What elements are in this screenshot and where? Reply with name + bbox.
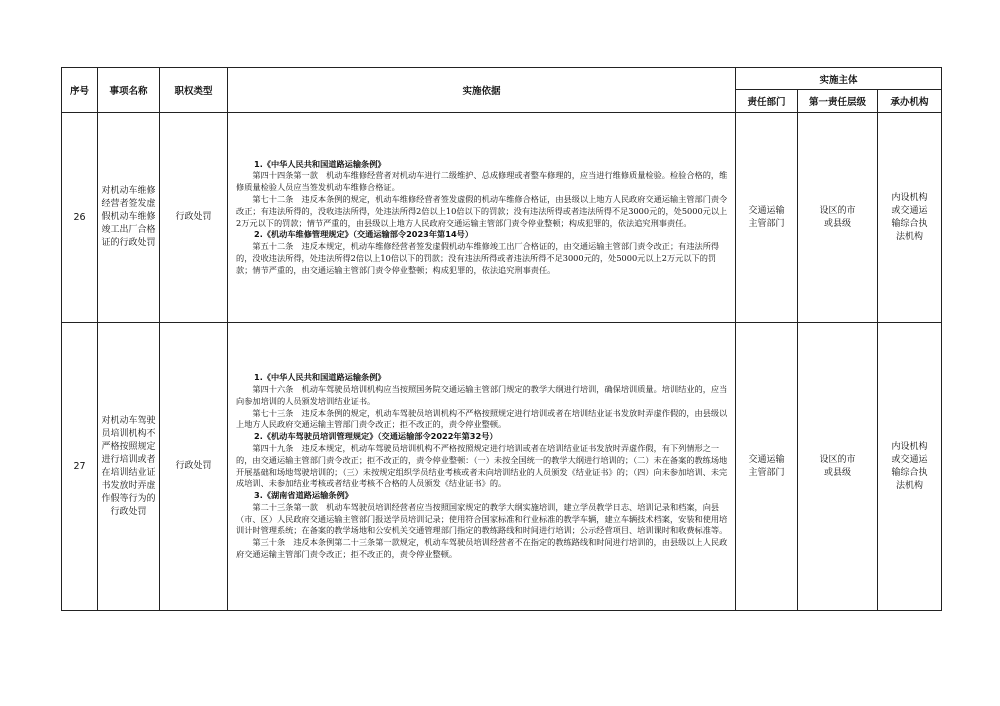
row-power-type: [160, 113, 228, 323]
row-dept-text: 交通运输主管部门: [748, 454, 785, 478]
law-article: 第二十三条第一款 机动车驾驶员培训经营者应当按照国家规定的教学大纲实施培训，建立学员教学日志、培训记录和档案，向县（市、区）人民政府交通运输主管部门报送学员培训记录；使用符合国家标准和行业标准的教学车辆，建立车辆技术档案，安装和使用培训计时管理系统；在备案的教学场地和公安机关交通管理部门指定的教练路线和时间进行培训；公示经营项目、培训课时和收费标准等。: [236, 501, 728, 536]
row-dept: [736, 113, 798, 323]
header-basis: 实施依据: [228, 68, 736, 113]
row-power-type: [160, 323, 228, 611]
row-power-type-text: 行政处罚: [175, 212, 212, 222]
row-item-name-text: 对机动车维修经营者签发虚假机动车维修竣工出厂合格证的行政处罚: [101, 186, 156, 248]
law-title: 1.《中华人民共和国道路运输条例》: [254, 372, 386, 383]
law-article: 第五十二条 违反本规定，机动车维修经营者签发虚假机动车维修竣工出厂合格证的，由交通运输主管部门责令改正；有违法所得的，没收违法所得，处违法所得2倍以上10倍以下的罚款；没有违法所得或者违法所得不足3000元的，处5000元以上2万元以下的罚款；情节严重的，由交通运输主管部门责令停业整顿；构成犯罪的，依法追究刑事责任。: [236, 241, 720, 275]
law-title: 2.《机动车维修管理规定》（交通运输部令2023年第14号）: [254, 229, 474, 240]
row-dept-text: 交通运输主管部门: [748, 205, 785, 229]
law-title: 3.《湖南省道路运输条例》: [254, 490, 353, 501]
row-level-text: 设区的市或县级: [819, 205, 856, 229]
row-seq: 26: [62, 113, 98, 323]
row-basis: [228, 113, 736, 323]
enforcement-table: [61, 67, 942, 611]
header-level: 第一责任层级: [798, 90, 878, 113]
law-title: 1.《中华人民共和国道路运输条例》: [254, 158, 386, 169]
table-row: [62, 323, 942, 611]
row-agency: [878, 323, 942, 611]
row-seq: 27: [62, 323, 98, 611]
row-level-text: 设区的市或县级: [819, 454, 856, 478]
row-item-name-text: 对机动车驾驶员培训机构不严格按照规定进行培训或者在培训结业证书发放时弄虚作假等行为的行政处罚: [101, 415, 156, 517]
header-dept: 责任部门: [736, 90, 798, 113]
row-agency-text: 内设机构或交通运输综合执法机构: [891, 441, 928, 491]
header-power-type: 职权类型: [160, 68, 228, 113]
row-item-name: [98, 113, 160, 323]
law-article: 第四十四条第一款 机动车维修经营者对机动车进行二级维护、总成修理或者整车修理的，应当进行维修质量检验。检验合格的，维修质量检验人员应当签发机动车维修合格证。: [236, 170, 728, 193]
header-agency: 承办机构: [878, 90, 942, 113]
row-power-type-text: 行政处罚: [175, 461, 212, 471]
header-seq: 序号: [62, 68, 98, 113]
row-level: [798, 113, 878, 323]
row-dept: [736, 323, 798, 611]
law-article: 第四十九条 违反本规定，机动车驾驶员培训机构不严格按照规定进行培训或者在培训结业证书发放时弄虚作假，有下列情形之一的，由交通运输主管部门责令改正；拒不改正的，责令停业整顿：（一）未按全国统一的教学大纲进行培训的；（二）未在备案的教练场地开展基础和场地驾驶培训的；（三）未按规定组织学员结业考核或者未向培训结业的人员颁发《结业证书》的；（四）向未参加培训、未完成培训、未参加结业考核或者结业考核不合格的人员颁发《结业证书》的。: [236, 442, 728, 489]
law-title: 2.《机动车驾驶员培训管理规定》（交通运输部令2022年第32号）: [254, 431, 498, 442]
row-level: [798, 323, 878, 611]
row-item-name: [98, 323, 160, 611]
row-agency-text: 内设机构或交通运输综合执法机构: [891, 192, 928, 242]
law-article: 第四十六条 机动车驾驶员培训机构应当按照国务院交通运输主管部门规定的教学大纲进行培训，确保培训质量。培训结业的，应当向参加培训的人员颁发培训结业证书。: [236, 383, 728, 406]
law-article: 第七十三条 违反本条例的规定，机动车驾驶员培训机构不严格按照规定进行培训或者在培训结业证书发放时弄虚作假的，由县级以上地方人民政府交通运输主管部门责令改正；拒不改正的，责令停业整顿。: [236, 407, 728, 430]
law-article: 第三十条 违反本条例第二十三条第一款规定，机动车驾驶员培训经营者不在指定的教练路线和时间进行培训的，由县级以上人民政府交通运输主管部门责令改正；拒不改正的，责令停业整顿。: [236, 537, 728, 560]
row-agency: [878, 113, 942, 323]
table-body: [62, 113, 942, 611]
header-item-name: 事项名称: [98, 68, 160, 113]
law-article: 第七十二条 违反本条例的规定，机动车维修经营者签发虚假的机动车维修合格证，由县级以上地方人民政府交通运输主管部门责令改正；有违法所得的，没收违法所得，处违法所得2倍以上10倍以下的罚款；没有违法所得或者违法所得不足3000元的，处5000元以上2万元以下的罚款；情节严重的，由县级以上地方人民政府交通运输主管部门责令停业整顿；构成犯罪的，依法追究刑事责任。: [236, 193, 728, 228]
row-basis: [228, 323, 736, 611]
header-subject: 实施主体: [736, 68, 942, 90]
table-row: [62, 113, 942, 323]
